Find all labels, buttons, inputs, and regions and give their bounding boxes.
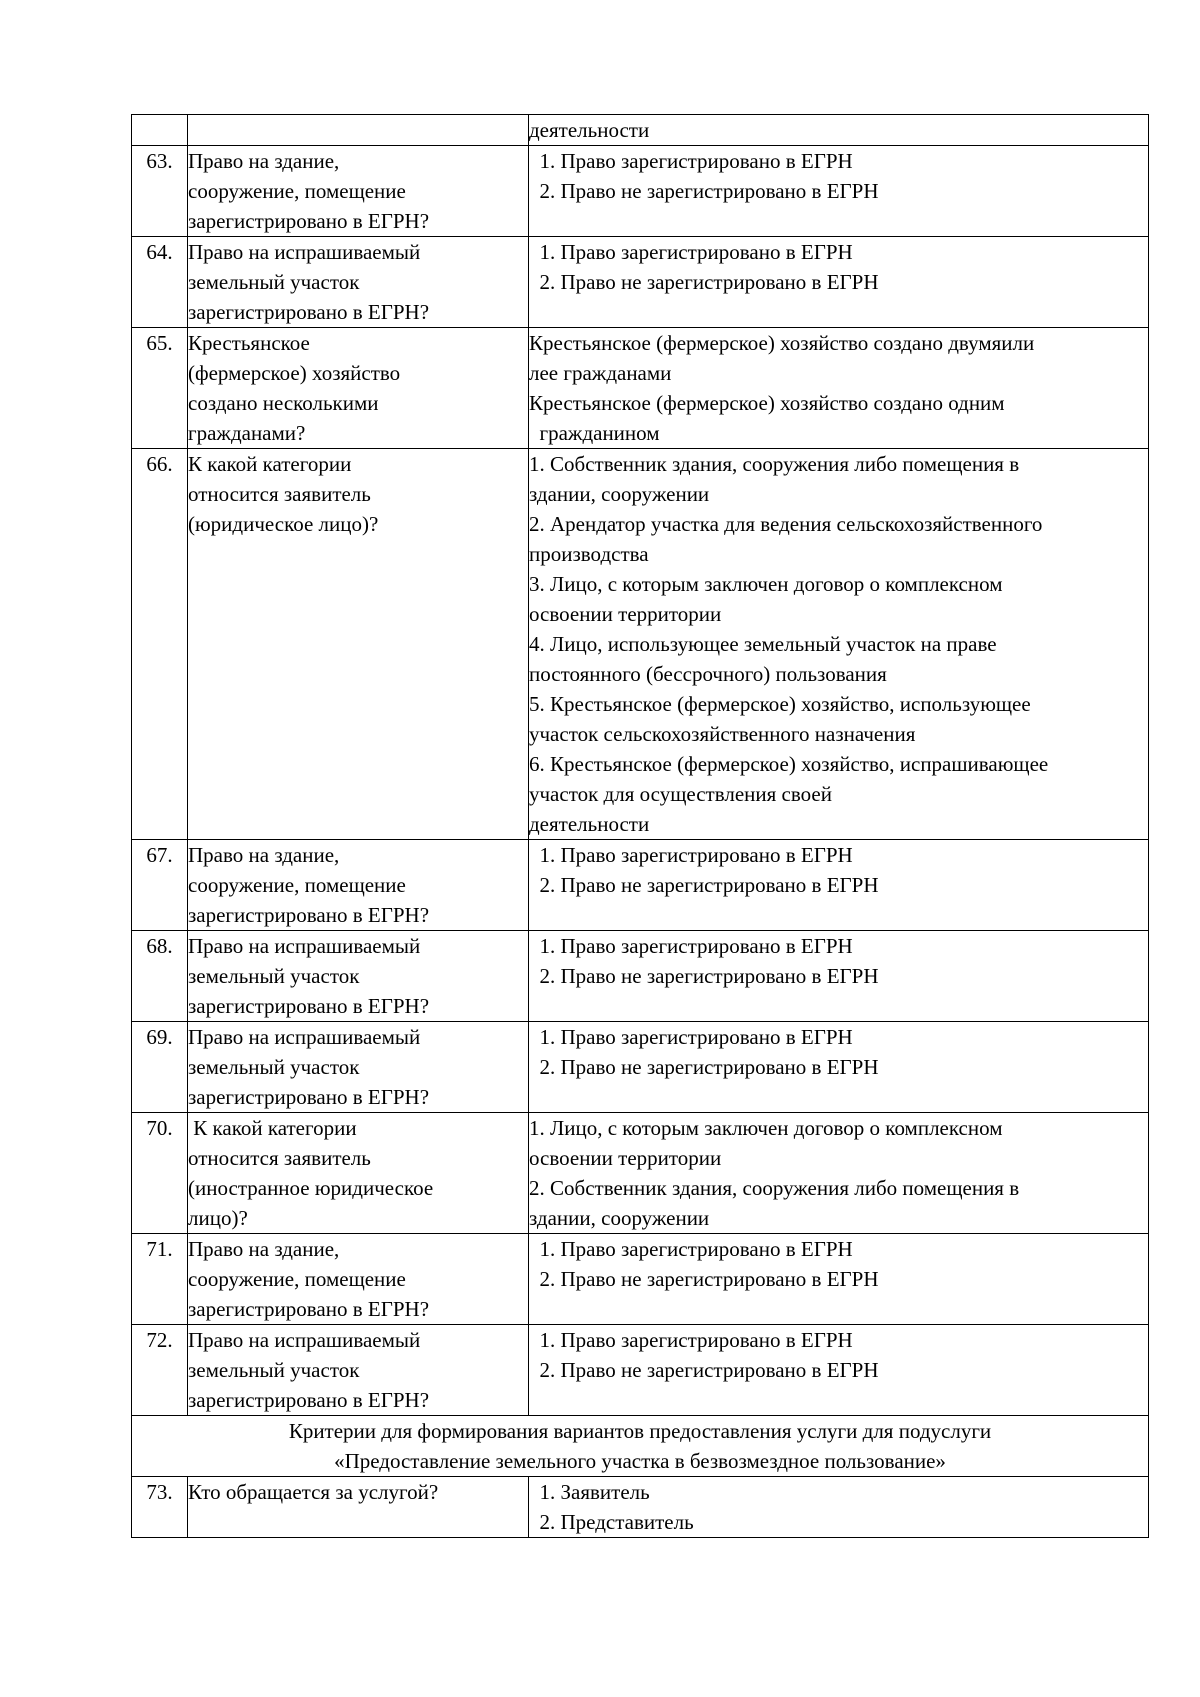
question-cell: [188, 1477, 529, 1538]
table-row: [132, 1477, 1149, 1538]
question-cell: [188, 1113, 529, 1234]
cell-line: 2. Право не зарегистрировано в ЕГРН: [529, 873, 879, 897]
cell-line: 1. Право зарегистрировано в ЕГРН: [529, 240, 853, 264]
question-cell: [188, 931, 529, 1022]
row-number: 71.: [132, 1234, 188, 1325]
cell-line: земельный участок: [188, 1358, 360, 1382]
question-cell: [188, 237, 529, 328]
cell-line: Право на испрашиваемый: [188, 240, 421, 264]
table-row: [132, 931, 1149, 1022]
answer-cell: [529, 237, 1149, 328]
cell-line: зарегистрировано в ЕГРН?: [188, 994, 430, 1018]
cell-line: 1. Право зарегистрировано в ЕГРН: [529, 934, 853, 958]
table-row: [132, 115, 1149, 146]
cell-line: зарегистрировано в ЕГРН?: [188, 903, 430, 927]
question-cell: [188, 146, 529, 237]
cell-line: здании, сооружении: [529, 482, 710, 506]
cell-line: 1. Право зарегистрировано в ЕГРН: [529, 843, 853, 867]
cell-line: Кто обращается за услугой?: [188, 1480, 439, 1504]
table-row: [132, 328, 1149, 449]
criteria-table: [131, 114, 1149, 1538]
cell-line: К какой категории: [188, 452, 352, 476]
row-number: 72.: [132, 1325, 188, 1416]
cell-line: освоении территории: [529, 602, 722, 626]
row-number: 70.: [132, 1113, 188, 1234]
cell-line: Крестьянское: [188, 331, 310, 355]
cell-line: гражданами?: [188, 421, 306, 445]
cell-line: 2. Право не зарегистрировано в ЕГРН: [529, 1055, 879, 1079]
question-cell: [188, 1234, 529, 1325]
cell-line: относится заявитель: [188, 482, 371, 506]
row-number: 68.: [132, 931, 188, 1022]
table-row: [132, 1325, 1149, 1416]
row-number: 64.: [132, 237, 188, 328]
cell-line: 6. Крестьянское (фермерское) хозяйство, испрашивающее: [529, 752, 1049, 776]
answer-cell: [529, 1325, 1149, 1416]
cell-line: земельный участок: [188, 270, 360, 294]
cell-line: Право на здание,: [188, 1237, 340, 1261]
cell-line: Крестьянское (фермерское) хозяйство создано одним: [529, 391, 1005, 415]
cell-line: участок сельскохозяйственного назначения: [529, 722, 916, 746]
row-number: 66.: [132, 449, 188, 840]
cell-line: 5. Крестьянское (фермерское) хозяйство, использующее: [529, 692, 1031, 716]
row-number: 69.: [132, 1022, 188, 1113]
answer-cell: [529, 328, 1149, 449]
row-number: 65.: [132, 328, 188, 449]
cell-line: 1. Право зарегистрировано в ЕГРН: [529, 1328, 853, 1352]
cell-line: 3. Лицо, с которым заключен договор о комплексном: [529, 572, 1003, 596]
table-row: [132, 840, 1149, 931]
question-cell: [188, 328, 529, 449]
cell-line: сооружение, помещение: [188, 1267, 406, 1291]
cell-line: постоянного (бессрочного) пользования: [529, 662, 887, 686]
row-number: [132, 115, 188, 146]
cell-line: 1. Лицо, с которым заключен договор о комплексном: [529, 1116, 1003, 1140]
table-row: [132, 1113, 1149, 1234]
answer-cell: [529, 1234, 1149, 1325]
cell-line: Критерии для формирования вариантов предоставления услуги для подуслуги: [288, 1419, 992, 1443]
cell-line: Право на здание,: [188, 843, 340, 867]
question-cell: [188, 1022, 529, 1113]
section-header-row: [132, 1416, 1149, 1477]
cell-line: К какой категории: [188, 1116, 357, 1140]
row-number: 73.: [132, 1477, 188, 1538]
cell-line: 2. Право не зарегистрировано в ЕГРН: [529, 179, 879, 203]
cell-line: зарегистрировано в ЕГРН?: [188, 1388, 430, 1412]
cell-line: 1. Право зарегистрировано в ЕГРН: [529, 1237, 853, 1261]
question-cell: [188, 840, 529, 931]
cell-line: 1. Заявитель: [529, 1480, 650, 1504]
answer-cell: [529, 840, 1149, 931]
section-title: [132, 1416, 1149, 1477]
cell-line: (иностранное юридическое: [188, 1176, 434, 1200]
cell-line: участок для осуществления своей: [529, 782, 832, 806]
question-cell: [188, 115, 529, 146]
question-cell: [188, 1325, 529, 1416]
criteria-table-body: [132, 115, 1149, 1538]
table-row: [132, 1234, 1149, 1325]
cell-line: зарегистрировано в ЕГРН?: [188, 300, 430, 324]
cell-line: 4. Лицо, использующее земельный участок на праве: [529, 632, 997, 656]
cell-line: лее гражданами: [529, 361, 672, 385]
cell-line: 2. Право не зарегистрировано в ЕГРН: [529, 1358, 879, 1382]
cell-line: освоении территории: [529, 1146, 722, 1170]
cell-line: Право на испрашиваемый: [188, 934, 421, 958]
answer-cell: [529, 1477, 1149, 1538]
answer-cell: [529, 146, 1149, 237]
cell-line: 2. Право не зарегистрировано в ЕГРН: [529, 964, 879, 988]
cell-line: 1. Собственник здания, сооружения либо помещения в: [529, 452, 1020, 476]
answer-cell: [529, 931, 1149, 1022]
table-row: [132, 146, 1149, 237]
cell-line: земельный участок: [188, 1055, 360, 1079]
cell-line: производства: [529, 542, 649, 566]
row-number: 67.: [132, 840, 188, 931]
cell-line: зарегистрировано в ЕГРН?: [188, 1085, 430, 1109]
answer-cell: [529, 1022, 1149, 1113]
cell-line: (юридическое лицо)?: [188, 512, 379, 536]
cell-line: зарегистрировано в ЕГРН?: [188, 1297, 430, 1321]
question-cell: [188, 449, 529, 840]
answer-cell: [529, 449, 1149, 840]
cell-line: сооружение, помещение: [188, 873, 406, 897]
cell-line: относится заявитель: [188, 1146, 371, 1170]
cell-line: гражданином: [529, 421, 660, 445]
cell-line: 2. Представитель: [529, 1510, 694, 1534]
table-row: [132, 449, 1149, 840]
answer-cell: [529, 115, 1149, 146]
cell-line: создано несколькими: [188, 391, 379, 415]
cell-line: 2. Право не зарегистрировано в ЕГРН: [529, 1267, 879, 1291]
cell-line: 2. Право не зарегистрировано в ЕГРН: [529, 270, 879, 294]
cell-line: сооружение, помещение: [188, 179, 406, 203]
cell-line: «Предоставление земельного участка в безвозмездное пользование»: [334, 1449, 946, 1473]
cell-line: 1. Право зарегистрировано в ЕГРН: [529, 1025, 853, 1049]
cell-line: деятельности: [529, 812, 650, 836]
cell-line: 1. Право зарегистрировано в ЕГРН: [529, 149, 853, 173]
cell-line: здании, сооружении: [529, 1206, 710, 1230]
row-number: 63.: [132, 146, 188, 237]
cell-line: Право на здание,: [188, 149, 340, 173]
cell-line: Право на испрашиваемый: [188, 1328, 421, 1352]
cell-line: земельный участок: [188, 964, 360, 988]
cell-line: зарегистрировано в ЕГРН?: [188, 209, 430, 233]
cell-line: 2. Арендатор участка для ведения сельскохозяйственного: [529, 512, 1043, 536]
cell-line: лицо)?: [188, 1206, 248, 1230]
cell-line: Крестьянское (фермерское) хозяйство создано двумяили: [529, 331, 1035, 355]
cell-line: Право на испрашиваемый: [188, 1025, 421, 1049]
answer-cell: [529, 1113, 1149, 1234]
table-row: [132, 237, 1149, 328]
cell-line: 2. Собственник здания, сооружения либо помещения в: [529, 1176, 1020, 1200]
cell-line: деятельности: [529, 118, 650, 142]
table-row: [132, 1022, 1149, 1113]
cell-line: (фермерское) хозяйство: [188, 361, 401, 385]
